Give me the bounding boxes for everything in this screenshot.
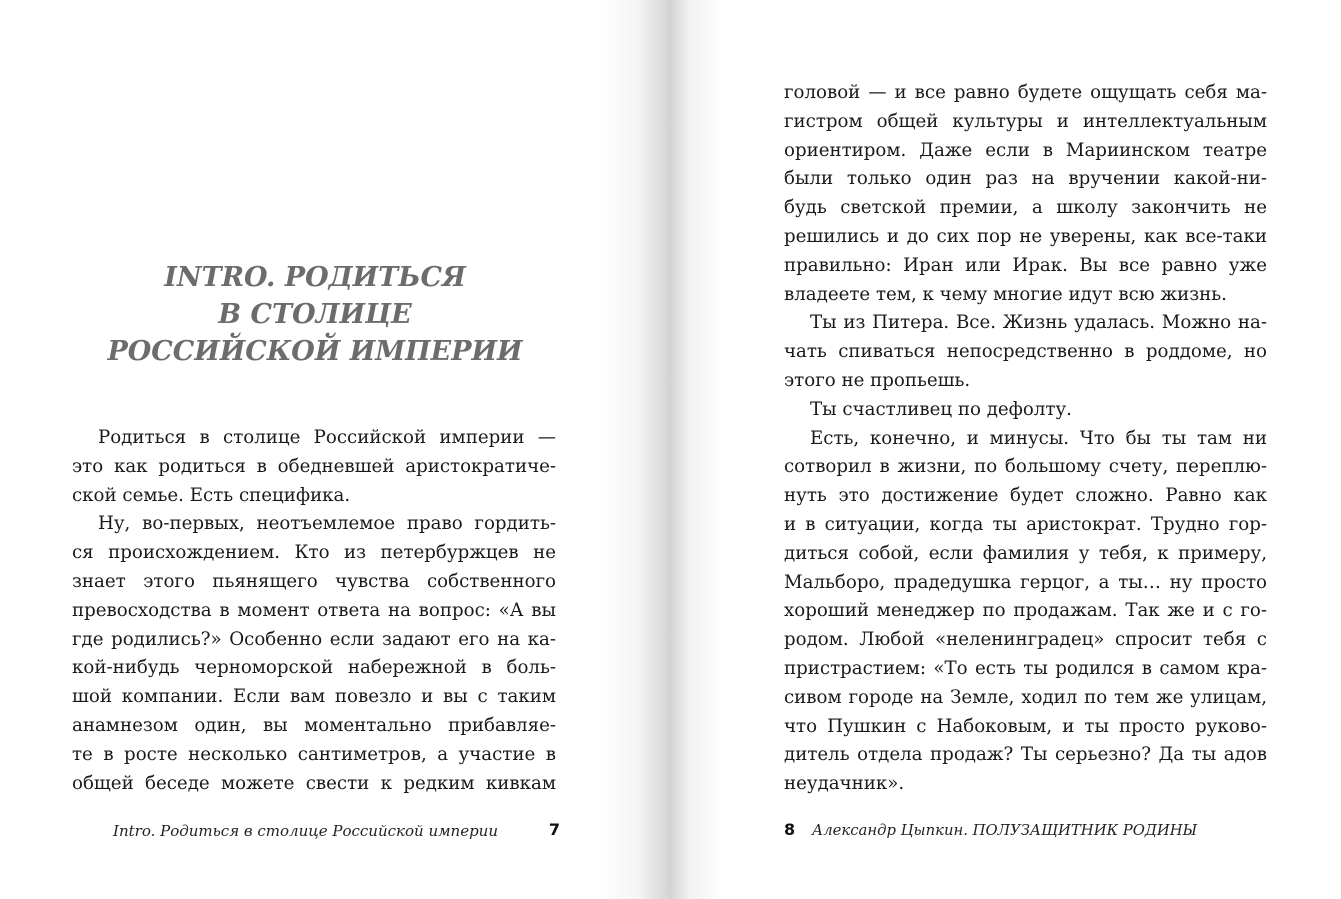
chapter-title: [72, 259, 558, 370]
text-line: дитель отдела продаж? Ты серьезно? Да ты адов: [784, 744, 1267, 766]
text-line: неудачник».: [784, 773, 905, 795]
text-line: Ты из Питера. Все. Жизнь удалась. Можно на-: [810, 312, 1267, 334]
text-line: нуть это достижение будет сложно. Равно как: [784, 485, 1267, 507]
text-line: будь светской премии, а школу закончить не: [784, 197, 1267, 219]
left-gutter-shadow: [598, 0, 668, 899]
right-gutter-shadow: [668, 0, 723, 899]
running-head-left: Intro. Родиться в столице Российской империи: [113, 822, 498, 840]
text-line: чать спиваться непосредственно в роддоме, но: [784, 341, 1267, 363]
text-line: Есть, конечно, и минусы. Что бы ты там ни: [810, 427, 1267, 449]
text-line: этого не пропьешь.: [784, 369, 971, 391]
text-line: анамнезом один, вы моментально прибавляе-: [72, 714, 556, 736]
chapter-title-line-2: В СТОЛИЦЕ: [218, 299, 412, 330]
text-line: те в росте несколько сантиметров, а участие в: [72, 743, 556, 765]
text-line: ской семье. Есть специфика.: [72, 484, 351, 506]
text-line: диться собой, если фамилия у тебя, к примеру,: [784, 542, 1267, 564]
text-line: сивом городе на Земле, ходил по тем же улицам,: [784, 686, 1267, 708]
chapter-title-line-3: РОССИЙСКОЙ ИМПЕРИИ: [107, 336, 523, 367]
text-line: Ну, во-первых, неотъемлемое право гордить-: [98, 513, 556, 535]
text-line: пристрастием: «То есть ты родился в самом кра-: [784, 657, 1267, 679]
running-head-right: Александр Цыпкин. ПОЛУЗАЩИТНИК РОДИНЫ: [812, 822, 1198, 839]
text-line: кой-нибудь черноморской набережной в боль-: [72, 657, 556, 679]
page-number-right: 8: [784, 820, 796, 839]
text-line: Родиться в столице Российской империи —: [98, 427, 556, 448]
text-line: Мальборо, прадедушка герцог, а ты… ну просто: [784, 571, 1267, 593]
text-line: головой — и все равно будете ощущать себя ма-: [784, 82, 1267, 103]
text-line: владеете тем, к чему многие идут всю жизнь.: [784, 283, 1227, 305]
text-line: это как родиться в обедневшей аристократиче-: [72, 455, 556, 477]
text-line: были только один раз на вручении какой-ни-: [784, 168, 1267, 190]
left-body-text: [72, 424, 556, 798]
chapter-title-line-1: INTRO. РОДИТЬСЯ: [164, 262, 466, 293]
text-line: Ты счастливец по дефолту.: [810, 398, 1072, 420]
text-line: ориентиром. Даже если в Мариинском театре: [784, 139, 1267, 161]
text-line: хороший менеджер по продажам. Так же и с го-: [784, 600, 1267, 622]
text-line: родом. Любой «неленинградец» спросит тебя с: [784, 629, 1267, 651]
text-line: сотворил в жизни, по большому счету, переплю-: [784, 456, 1267, 478]
text-line: и в ситуации, когда ты аристократ. Трудно гор-: [784, 513, 1267, 535]
text-line: что Пушкин с Набоковым, и ты просто руково-: [784, 715, 1267, 737]
page-number-left: 7: [548, 820, 560, 839]
text-line: гистром общей культуры и интеллектуальным: [784, 110, 1267, 132]
text-line: шой компании. Если вам повезло и вы с таким: [72, 686, 556, 708]
text-line: общей беседе можете свести к редким кивкам: [72, 772, 556, 794]
left-page: [0, 0, 668, 899]
text-line: правильно: Иран или Ирак. Вы все равно уже: [784, 254, 1267, 276]
text-line: знает этого пьянящего чувства собственного: [72, 570, 556, 592]
text-line: превосходства в момент ответа на вопрос: «А вы: [72, 599, 556, 621]
text-line: решились и до сих пор не уверены, как все-таки: [784, 225, 1267, 247]
text-line: где родились?» Особенно если задают его на ка-: [72, 628, 556, 650]
text-line: ся происхождением. Кто из петербуржцев не: [72, 542, 556, 564]
right-body-text: [784, 79, 1267, 799]
